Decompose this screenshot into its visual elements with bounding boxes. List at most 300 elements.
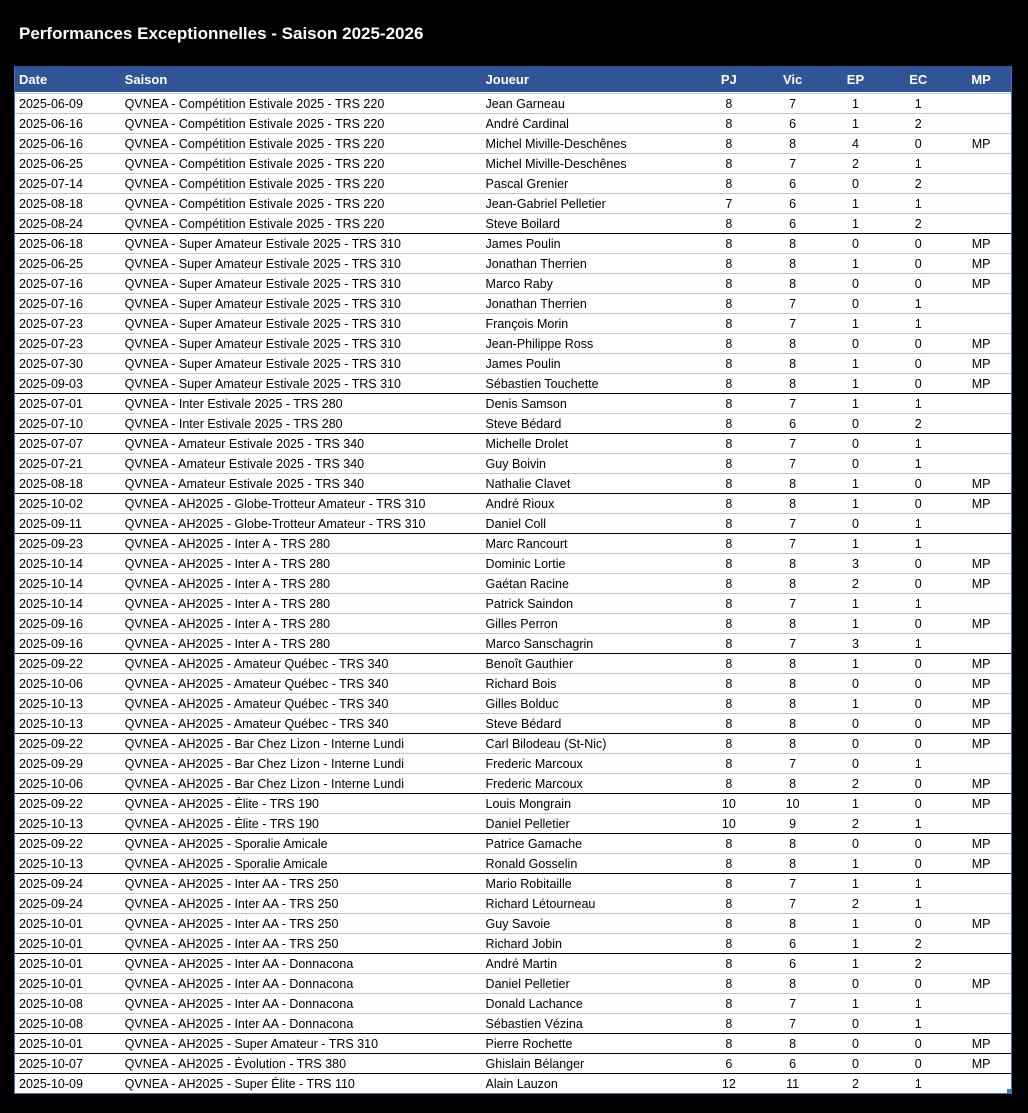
cell-ep[interactable]: 1 [851, 356, 859, 371]
cell-ep[interactable]: 1 [851, 216, 859, 231]
cell-ep[interactable]: 1 [851, 996, 859, 1011]
cell-joueur[interactable]: Louis Mongrain [485, 796, 572, 811]
cell-saison[interactable]: QVNEA - Inter Estivale 2025 - TRS 280 [124, 416, 343, 431]
header-pj[interactable]: PJ [720, 71, 737, 87]
cell-vic[interactable]: 8 [789, 616, 797, 631]
cell-ep[interactable]: 0 [851, 756, 859, 771]
cell-mp[interactable]: MP [971, 856, 991, 871]
cell-date[interactable]: 2025-10-08 [19, 996, 83, 1011]
cell-pj[interactable]: 8 [725, 836, 733, 851]
cell-saison[interactable]: QVNEA - AH2025 - Super Amateur - TRS 310 [124, 1036, 379, 1051]
cell-mp[interactable]: MP [971, 776, 991, 791]
cell-vic[interactable]: 7 [789, 396, 797, 411]
cell-joueur[interactable]: Steve Bédard [485, 416, 562, 431]
cell-ec[interactable]: 2 [914, 936, 922, 951]
cell-vic[interactable]: 8 [789, 356, 797, 371]
cell-mp[interactable]: MP [971, 1036, 991, 1051]
cell-mp[interactable]: MP [971, 256, 991, 271]
cell-ec[interactable]: 0 [914, 576, 922, 591]
table-resize-handle[interactable] [1007, 1089, 1011, 1093]
cell-pj[interactable]: 8 [725, 756, 733, 771]
cell-joueur[interactable]: Ghislain Bélanger [485, 1056, 585, 1071]
cell-date[interactable]: 2025-07-01 [19, 396, 83, 411]
cell-ep[interactable]: 2 [851, 1076, 859, 1091]
cell-joueur[interactable]: André Rioux [485, 496, 555, 511]
cell-pj[interactable]: 8 [725, 776, 733, 791]
cell-saison[interactable]: QVNEA - AH2025 - Évolution - TRS 380 [124, 1056, 347, 1071]
cell-joueur[interactable]: Steve Bédard [485, 716, 562, 731]
cell-vic[interactable]: 6 [789, 416, 797, 431]
cell-date[interactable]: 2025-09-16 [19, 636, 83, 651]
cell-ep[interactable]: 0 [851, 676, 859, 691]
cell-saison[interactable]: QVNEA - AH2025 - Inter AA - Donnacona [124, 996, 354, 1011]
cell-date[interactable]: 2025-10-01 [19, 956, 83, 971]
cell-date[interactable]: 2025-10-13 [19, 856, 83, 871]
cell-joueur[interactable]: Jonathan Therrien [485, 256, 587, 271]
cell-date[interactable]: 2025-09-23 [19, 536, 83, 551]
cell-vic[interactable]: 8 [789, 676, 797, 691]
cell-date[interactable]: 2025-10-13 [19, 696, 83, 711]
cell-mp[interactable]: MP [971, 556, 991, 571]
cell-ep[interactable]: 1 [851, 916, 859, 931]
cell-vic[interactable]: 6 [789, 176, 797, 191]
cell-ec[interactable]: 1 [914, 756, 922, 771]
cell-pj[interactable]: 8 [725, 236, 733, 251]
cell-ec[interactable]: 1 [914, 156, 922, 171]
cell-joueur[interactable]: Marc Rancourt [485, 536, 568, 551]
cell-saison[interactable]: QVNEA - AH2025 - Inter AA - Donnacona [124, 956, 354, 971]
cell-pj[interactable]: 8 [725, 156, 733, 171]
cell-ep[interactable]: 1 [851, 796, 859, 811]
cell-ep[interactable]: 2 [851, 776, 859, 791]
cell-joueur[interactable]: Frederic Marcoux [485, 776, 583, 791]
cell-date[interactable]: 2025-07-16 [19, 276, 83, 291]
cell-joueur[interactable]: Benoît Gauthier [485, 656, 574, 671]
cell-ep[interactable]: 3 [851, 556, 859, 571]
cell-date[interactable]: 2025-10-13 [19, 716, 83, 731]
cell-date[interactable]: 2025-10-06 [19, 676, 83, 691]
cell-joueur[interactable]: Mario Robitaille [485, 876, 572, 891]
cell-ep[interactable]: 0 [851, 716, 859, 731]
cell-ep[interactable]: 1 [851, 256, 859, 271]
cell-saison[interactable]: QVNEA - Super Amateur Estivale 2025 - TRS 310 [124, 276, 401, 291]
cell-saison[interactable]: QVNEA - Compétition Estivale 2025 - TRS 220 [124, 156, 385, 171]
cell-saison[interactable]: QVNEA - AH2025 - Inter AA - TRS 250 [124, 896, 339, 911]
cell-joueur[interactable]: Pierre Rochette [485, 1036, 573, 1051]
cell-joueur[interactable]: Carl Bilodeau (St-Nic) [485, 736, 607, 751]
cell-pj[interactable]: 8 [725, 356, 733, 371]
cell-joueur[interactable]: James Poulin [485, 236, 561, 251]
cell-pj[interactable]: 6 [725, 1056, 733, 1071]
cell-ec[interactable]: 1 [914, 516, 922, 531]
cell-date[interactable]: 2025-10-08 [19, 1016, 83, 1031]
cell-date[interactable]: 2025-09-22 [19, 836, 83, 851]
cell-date[interactable]: 2025-06-18 [19, 236, 83, 251]
cell-vic[interactable]: 7 [789, 536, 797, 551]
cell-saison[interactable]: QVNEA - AH2025 - Bar Chez Lizon - Interne Lundi [124, 756, 404, 771]
cell-vic[interactable]: 8 [789, 836, 797, 851]
cell-mp[interactable]: MP [971, 696, 991, 711]
cell-date[interactable]: 2025-09-24 [19, 876, 83, 891]
cell-ep[interactable]: 1 [851, 936, 859, 951]
cell-saison[interactable]: QVNEA - AH2025 - Inter A - TRS 280 [124, 616, 331, 631]
cell-vic[interactable]: 8 [789, 576, 797, 591]
cell-saison[interactable]: QVNEA - Super Amateur Estivale 2025 - TRS 310 [124, 356, 401, 371]
cell-mp[interactable]: MP [971, 796, 991, 811]
cell-joueur[interactable]: Gaétan Racine [485, 576, 569, 591]
cell-joueur[interactable]: Jean Garneau [485, 96, 565, 111]
cell-saison[interactable]: QVNEA - AH2025 - Inter A - TRS 280 [124, 576, 331, 591]
cell-saison[interactable]: QVNEA - Super Amateur Estivale 2025 - TRS 310 [124, 296, 401, 311]
header-ec[interactable]: EC [909, 71, 928, 87]
cell-saison[interactable]: QVNEA - AH2025 - Élite - TRS 190 [124, 796, 319, 811]
cell-pj[interactable]: 8 [725, 1036, 733, 1051]
cell-ec[interactable]: 1 [914, 636, 922, 651]
cell-ep[interactable]: 1 [851, 376, 859, 391]
cell-joueur[interactable]: Richard Bois [485, 676, 557, 691]
cell-saison[interactable]: QVNEA - Compétition Estivale 2025 - TRS 220 [124, 216, 385, 231]
cell-ep[interactable]: 0 [851, 976, 859, 991]
cell-pj[interactable]: 8 [725, 656, 733, 671]
cell-vic[interactable]: 8 [789, 776, 797, 791]
cell-mp[interactable]: MP [971, 276, 991, 291]
cell-pj[interactable]: 8 [725, 276, 733, 291]
cell-mp[interactable]: MP [971, 336, 991, 351]
cell-mp[interactable]: MP [971, 656, 991, 671]
cell-mp[interactable]: MP [971, 576, 991, 591]
cell-vic[interactable]: 8 [789, 856, 797, 871]
cell-date[interactable]: 2025-10-09 [19, 1076, 83, 1091]
cell-date[interactable]: 2025-09-29 [19, 756, 83, 771]
cell-saison[interactable]: QVNEA - AH2025 - Super Élite - TRS 110 [124, 1076, 355, 1091]
cell-pj[interactable]: 8 [725, 96, 733, 111]
cell-mp[interactable]: MP [971, 736, 991, 751]
cell-date[interactable]: 2025-07-16 [19, 296, 83, 311]
cell-joueur[interactable]: Jean-Gabriel Pelletier [485, 196, 606, 211]
cell-ec[interactable]: 2 [914, 956, 922, 971]
cell-joueur[interactable]: Jean-Philippe Ross [485, 336, 594, 351]
cell-ec[interactable]: 0 [914, 1036, 922, 1051]
cell-vic[interactable]: 8 [789, 716, 797, 731]
cell-joueur[interactable]: Richard Jobin [485, 936, 562, 951]
cell-pj[interactable]: 8 [725, 896, 733, 911]
cell-vic[interactable]: 7 [789, 296, 797, 311]
cell-mp[interactable]: MP [971, 136, 991, 151]
cell-date[interactable]: 2025-08-24 [19, 216, 83, 231]
cell-ep[interactable]: 0 [851, 456, 859, 471]
cell-vic[interactable]: 8 [789, 736, 797, 751]
cell-saison[interactable]: QVNEA - AH2025 - Sporalie Amicale [124, 836, 328, 851]
cell-ec[interactable]: 0 [914, 736, 922, 751]
cell-joueur[interactable]: Jonathan Therrien [485, 296, 587, 311]
cell-pj[interactable]: 8 [725, 436, 733, 451]
cell-ec[interactable]: 0 [914, 136, 922, 151]
cell-vic[interactable]: 7 [789, 156, 797, 171]
cell-ec[interactable]: 1 [914, 536, 922, 551]
cell-vic[interactable]: 7 [789, 636, 797, 651]
cell-date[interactable]: 2025-10-01 [19, 1036, 83, 1051]
cell-ep[interactable]: 1 [851, 316, 859, 331]
cell-vic[interactable]: 7 [789, 516, 797, 531]
cell-saison[interactable]: QVNEA - AH2025 - Inter AA - TRS 250 [124, 916, 339, 931]
cell-pj[interactable]: 8 [725, 336, 733, 351]
cell-mp[interactable]: MP [971, 356, 991, 371]
cell-joueur[interactable]: Dominic Lortie [485, 556, 566, 571]
cell-ep[interactable]: 0 [851, 836, 859, 851]
cell-date[interactable]: 2025-10-13 [19, 816, 83, 831]
cell-joueur[interactable]: Alain Lauzon [485, 1076, 558, 1091]
cell-mp[interactable]: MP [971, 916, 991, 931]
cell-joueur[interactable]: Steve Boilard [485, 216, 560, 231]
cell-date[interactable]: 2025-09-11 [19, 516, 83, 531]
cell-ec[interactable]: 1 [914, 296, 922, 311]
cell-ep[interactable]: 0 [851, 176, 859, 191]
cell-vic[interactable]: 7 [789, 1016, 797, 1031]
cell-ep[interactable]: 0 [851, 436, 859, 451]
cell-date[interactable]: 2025-10-14 [19, 576, 83, 591]
cell-joueur[interactable]: Gilles Bolduc [485, 696, 559, 711]
cell-ec[interactable]: 1 [914, 316, 922, 331]
cell-ep[interactable]: 2 [851, 896, 859, 911]
cell-date[interactable]: 2025-07-07 [19, 436, 83, 451]
cell-saison[interactable]: QVNEA - Compétition Estivale 2025 - TRS 220 [124, 196, 385, 211]
cell-vic[interactable]: 8 [789, 276, 797, 291]
cell-date[interactable]: 2025-09-22 [19, 736, 83, 751]
cell-joueur[interactable]: Patrice Gamache [485, 836, 583, 851]
cell-ep[interactable]: 0 [851, 736, 859, 751]
cell-saison[interactable]: QVNEA - Compétition Estivale 2025 - TRS 220 [124, 176, 385, 191]
cell-ep[interactable]: 0 [851, 236, 859, 251]
cell-ep[interactable]: 2 [851, 156, 859, 171]
cell-pj[interactable]: 8 [725, 636, 733, 651]
cell-vic[interactable]: 7 [789, 456, 797, 471]
cell-ec[interactable]: 0 [914, 256, 922, 271]
cell-saison[interactable]: QVNEA - AH2025 - Élite - TRS 190 [124, 816, 319, 831]
cell-ep[interactable]: 1 [851, 616, 859, 631]
cell-joueur[interactable]: Michel Miville-Deschênes [485, 156, 627, 171]
cell-date[interactable]: 2025-06-25 [19, 156, 83, 171]
cell-pj[interactable]: 8 [725, 696, 733, 711]
cell-joueur[interactable]: Denis Samson [485, 396, 567, 411]
cell-ep[interactable]: 1 [851, 196, 859, 211]
cell-mp[interactable]: MP [971, 236, 991, 251]
cell-pj[interactable]: 8 [725, 116, 733, 131]
cell-date[interactable]: 2025-10-01 [19, 976, 83, 991]
cell-ep[interactable]: 1 [851, 476, 859, 491]
cell-saison[interactable]: QVNEA - AH2025 - Inter AA - TRS 250 [124, 936, 339, 951]
cell-date[interactable]: 2025-09-24 [19, 896, 83, 911]
cell-pj[interactable]: 8 [725, 516, 733, 531]
cell-saison[interactable]: QVNEA - AH2025 - Inter A - TRS 280 [124, 636, 331, 651]
cell-pj[interactable]: 8 [725, 716, 733, 731]
cell-vic[interactable]: 6 [789, 196, 797, 211]
cell-date[interactable]: 2025-06-16 [19, 116, 83, 131]
cell-vic[interactable]: 8 [789, 236, 797, 251]
cell-pj[interactable]: 8 [725, 976, 733, 991]
cell-joueur[interactable]: Michel Miville-Deschênes [485, 136, 627, 151]
cell-saison[interactable]: QVNEA - Amateur Estivale 2025 - TRS 340 [124, 476, 365, 491]
cell-ep[interactable]: 1 [851, 536, 859, 551]
cell-pj[interactable]: 8 [725, 136, 733, 151]
cell-saison[interactable]: QVNEA - Inter Estivale 2025 - TRS 280 [124, 396, 343, 411]
cell-ep[interactable]: 0 [851, 336, 859, 351]
cell-pj[interactable]: 10 [721, 816, 736, 831]
cell-ec[interactable]: 1 [914, 876, 922, 891]
cell-pj[interactable]: 8 [725, 996, 733, 1011]
cell-date[interactable]: 2025-06-09 [19, 96, 83, 111]
cell-saison[interactable]: QVNEA - Super Amateur Estivale 2025 - TRS 310 [124, 336, 401, 351]
cell-ep[interactable]: 1 [851, 876, 859, 891]
cell-date[interactable]: 2025-07-21 [19, 456, 83, 471]
cell-joueur[interactable]: Pascal Grenier [485, 176, 569, 191]
cell-ep[interactable]: 3 [851, 636, 859, 651]
cell-ec[interactable]: 0 [914, 616, 922, 631]
cell-ec[interactable]: 0 [914, 696, 922, 711]
cell-saison[interactable]: QVNEA - AH2025 - Amateur Québec - TRS 340 [124, 656, 389, 671]
cell-vic[interactable]: 8 [789, 1036, 797, 1051]
cell-vic[interactable]: 7 [789, 96, 797, 111]
cell-pj[interactable]: 8 [725, 916, 733, 931]
cell-pj[interactable]: 8 [725, 216, 733, 231]
cell-joueur[interactable]: Sébastien Touchette [485, 376, 599, 391]
cell-ec[interactable]: 2 [914, 176, 922, 191]
cell-joueur[interactable]: Daniel Pelletier [485, 816, 570, 831]
cell-joueur[interactable]: Nathalie Clavet [485, 476, 571, 491]
header-date[interactable]: Date [19, 71, 48, 87]
header-mp[interactable]: MP [971, 71, 991, 87]
cell-ec[interactable]: 2 [914, 116, 922, 131]
cell-saison[interactable]: QVNEA - AH2025 - Sporalie Amicale [124, 856, 328, 871]
cell-ec[interactable]: 0 [914, 356, 922, 371]
cell-vic[interactable]: 10 [785, 796, 800, 811]
cell-vic[interactable]: 7 [789, 436, 797, 451]
cell-joueur[interactable]: André Martin [485, 956, 558, 971]
cell-saison[interactable]: QVNEA - AH2025 - Amateur Québec - TRS 340 [124, 696, 389, 711]
cell-ec[interactable]: 1 [914, 96, 922, 111]
cell-vic[interactable]: 8 [789, 476, 797, 491]
header-ep[interactable]: EP [846, 71, 865, 87]
cell-saison[interactable]: QVNEA - AH2025 - Inter A - TRS 280 [124, 536, 331, 551]
cell-vic[interactable]: 8 [789, 556, 797, 571]
cell-pj[interactable]: 8 [725, 576, 733, 591]
cell-ec[interactable]: 0 [914, 496, 922, 511]
cell-ep[interactable]: 0 [851, 416, 859, 431]
cell-ec[interactable]: 0 [914, 236, 922, 251]
cell-date[interactable]: 2025-10-14 [19, 596, 83, 611]
cell-vic[interactable]: 11 [786, 1076, 800, 1091]
cell-vic[interactable]: 7 [789, 596, 797, 611]
cell-joueur[interactable]: Ronald Gosselin [485, 856, 578, 871]
cell-ep[interactable]: 1 [851, 96, 859, 111]
cell-joueur[interactable]: Michelle Drolet [485, 436, 569, 451]
cell-saison[interactable]: QVNEA - Compétition Estivale 2025 - TRS 220 [124, 116, 385, 131]
cell-pj[interactable]: 8 [725, 456, 733, 471]
cell-joueur[interactable]: Donald Lachance [485, 996, 583, 1011]
cell-pj[interactable]: 8 [725, 936, 733, 951]
cell-ec[interactable]: 0 [914, 916, 922, 931]
cell-ec[interactable]: 1 [914, 436, 922, 451]
cell-ec[interactable]: 0 [914, 976, 922, 991]
cell-ec[interactable]: 0 [914, 716, 922, 731]
cell-pj[interactable]: 8 [725, 616, 733, 631]
cell-mp[interactable]: MP [971, 836, 991, 851]
cell-joueur[interactable]: Richard Létourneau [485, 896, 596, 911]
cell-ep[interactable]: 1 [851, 596, 859, 611]
cell-ep[interactable]: 1 [851, 856, 859, 871]
cell-date[interactable]: 2025-09-16 [19, 616, 83, 631]
cell-ep[interactable]: 0 [851, 1016, 859, 1031]
cell-saison[interactable]: QVNEA - AH2025 - Inter A - TRS 280 [124, 556, 331, 571]
cell-saison[interactable]: QVNEA - AH2025 - Inter AA - TRS 250 [124, 876, 339, 891]
cell-vic[interactable]: 8 [789, 256, 797, 271]
cell-ec[interactable]: 0 [914, 1056, 922, 1071]
cell-saison[interactable]: QVNEA - Super Amateur Estivale 2025 - TRS 310 [124, 236, 401, 251]
cell-pj[interactable]: 8 [725, 376, 733, 391]
cell-mp[interactable]: MP [971, 1056, 991, 1071]
cell-ep[interactable]: 0 [851, 1056, 859, 1071]
cell-pj[interactable]: 12 [721, 1076, 736, 1091]
cell-ec[interactable]: 1 [914, 1016, 922, 1031]
cell-date[interactable]: 2025-09-22 [19, 796, 83, 811]
cell-joueur[interactable]: Frederic Marcoux [485, 756, 583, 771]
cell-date[interactable]: 2025-10-02 [19, 496, 83, 511]
cell-joueur[interactable]: Patrick Saindon [485, 596, 574, 611]
cell-ep[interactable]: 2 [851, 816, 859, 831]
cell-pj[interactable]: 8 [725, 876, 733, 891]
cell-vic[interactable]: 8 [789, 916, 797, 931]
cell-date[interactable]: 2025-06-25 [19, 256, 83, 271]
cell-ep[interactable]: 1 [851, 116, 859, 131]
cell-ec[interactable]: 0 [914, 476, 922, 491]
cell-vic[interactable]: 7 [789, 996, 797, 1011]
cell-saison[interactable]: QVNEA - Amateur Estivale 2025 - TRS 340 [124, 436, 365, 451]
cell-saison[interactable]: QVNEA - AH2025 - Inter AA - Donnacona [124, 976, 354, 991]
cell-saison[interactable]: QVNEA - Compétition Estivale 2025 - TRS 220 [124, 136, 385, 151]
cell-ec[interactable]: 2 [914, 216, 922, 231]
cell-ep[interactable]: 1 [851, 696, 859, 711]
cell-joueur[interactable]: Guy Savoie [485, 916, 551, 931]
cell-vic[interactable]: 6 [789, 216, 797, 231]
cell-pj[interactable]: 8 [725, 176, 733, 191]
cell-vic[interactable]: 8 [789, 496, 797, 511]
cell-ec[interactable]: 0 [914, 556, 922, 571]
cell-ep[interactable]: 1 [851, 396, 859, 411]
cell-ep[interactable]: 2 [851, 576, 859, 591]
cell-vic[interactable]: 7 [789, 316, 797, 331]
cell-saison[interactable]: QVNEA - Super Amateur Estivale 2025 - TRS 310 [124, 256, 401, 271]
cell-ec[interactable]: 1 [914, 896, 922, 911]
cell-ec[interactable]: 0 [914, 776, 922, 791]
cell-mp[interactable]: MP [971, 476, 991, 491]
cell-pj[interactable]: 8 [725, 956, 733, 971]
cell-ep[interactable]: 1 [851, 956, 859, 971]
cell-ec[interactable]: 1 [914, 1076, 922, 1091]
cell-date[interactable]: 2025-09-22 [19, 656, 83, 671]
cell-ec[interactable]: 0 [914, 856, 922, 871]
cell-date[interactable]: 2025-07-10 [19, 416, 83, 431]
cell-date[interactable]: 2025-08-18 [19, 196, 83, 211]
header-joueur[interactable]: Joueur [485, 71, 529, 87]
cell-joueur[interactable]: Daniel Coll [485, 516, 546, 531]
cell-pj[interactable]: 8 [725, 416, 733, 431]
cell-saison[interactable]: QVNEA - AH2025 - Inter AA - Donnacona [124, 1016, 354, 1031]
cell-joueur[interactable]: Daniel Pelletier [485, 976, 570, 991]
cell-pj[interactable]: 8 [725, 256, 733, 271]
cell-date[interactable]: 2025-10-07 [19, 1056, 83, 1071]
cell-pj[interactable]: 7 [725, 196, 733, 211]
cell-vic[interactable]: 7 [789, 896, 797, 911]
cell-date[interactable]: 2025-10-01 [19, 936, 83, 951]
